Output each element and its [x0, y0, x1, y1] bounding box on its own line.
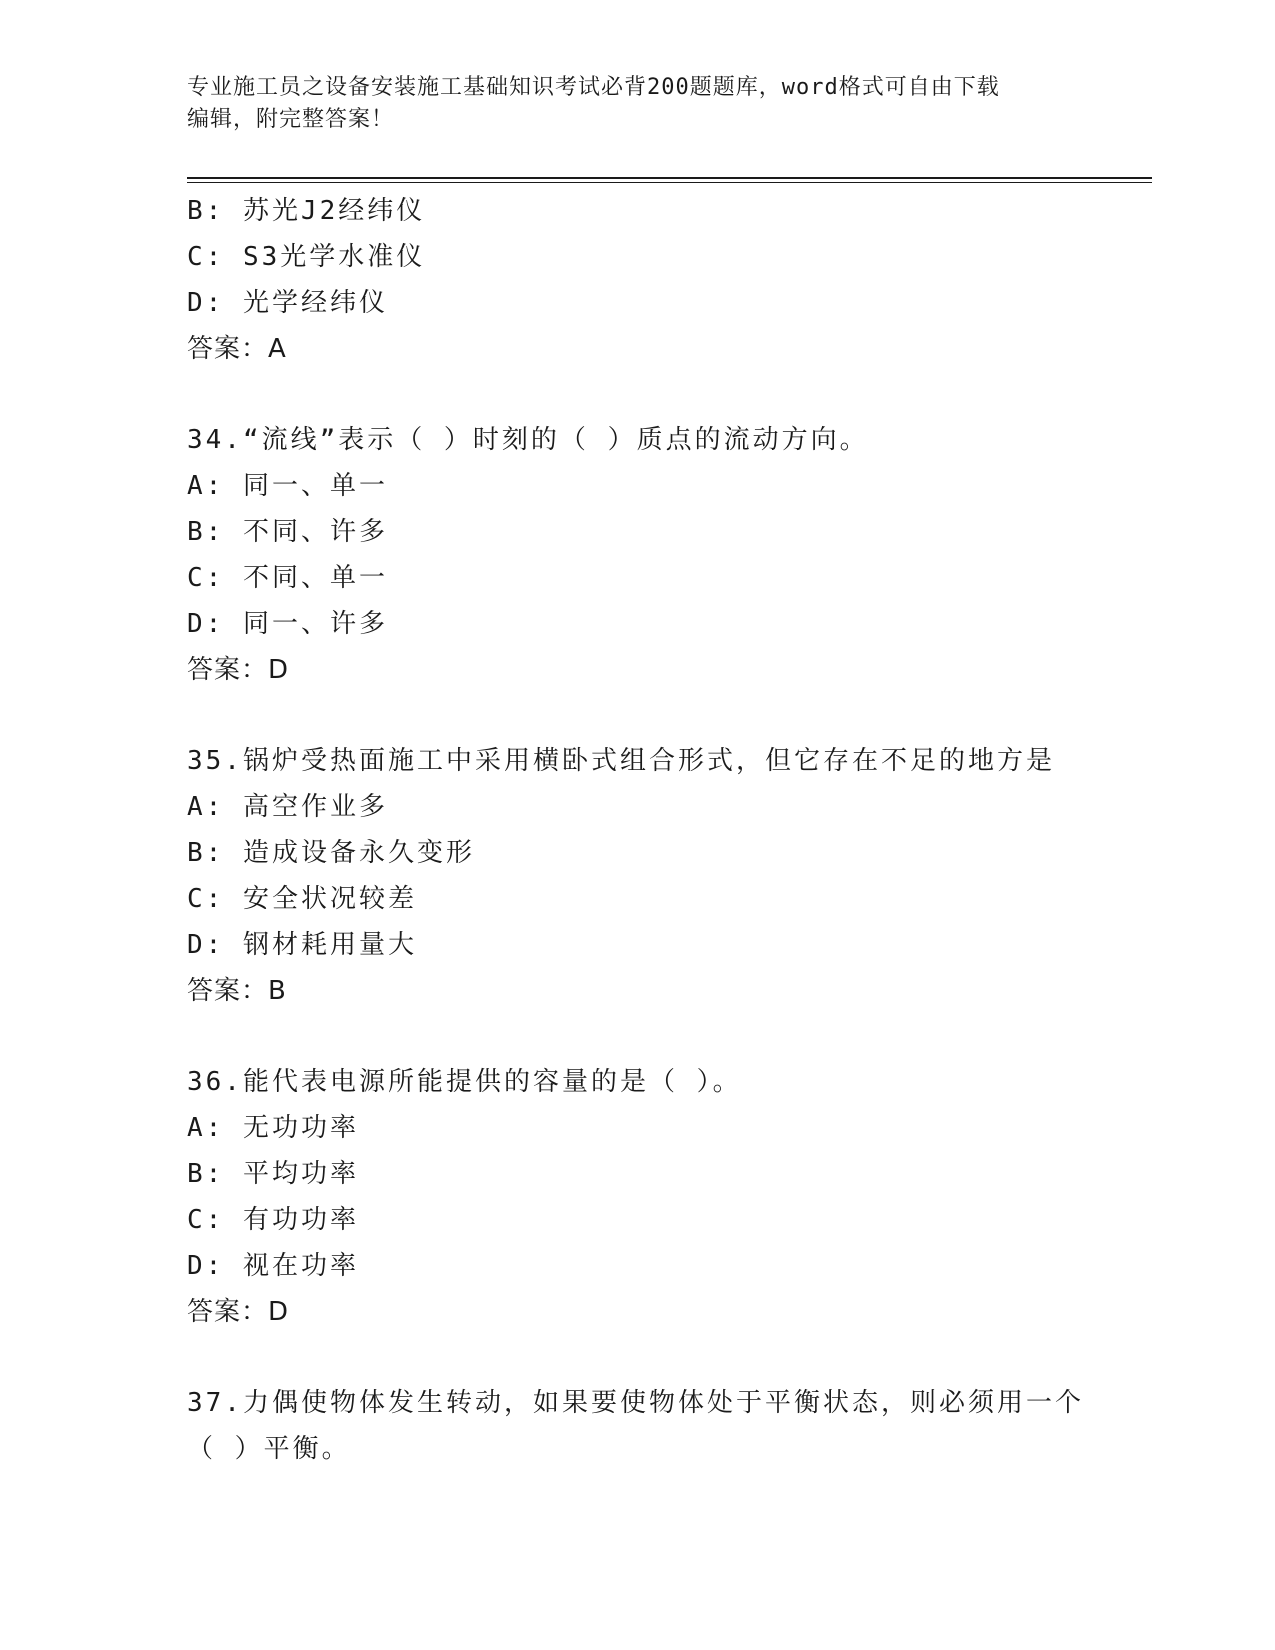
- answer-line: 答案：D: [187, 655, 290, 685]
- header-divider-thick: [187, 177, 1152, 179]
- header-divider-thin: [187, 182, 1152, 183]
- question-text-line-1: 37.力偶使物体发生转动，如果要使物体处于平衡状态，则必须用一个: [187, 1388, 1084, 1418]
- question-37: [187, 1380, 1087, 1472]
- option-d: D: 钢材耗用量大: [187, 930, 417, 960]
- option-b: B: 苏光J2经纬仪: [187, 196, 426, 226]
- question-content: [187, 188, 1087, 1472]
- header-title-line-2: 编辑，附完整答案！: [187, 107, 395, 132]
- option-c: C: 不同、单一: [187, 563, 388, 593]
- question-text: 35.锅炉受热面施工中采用横卧式组合形式，但它存在不足的地方是: [187, 746, 1055, 776]
- question-36: [187, 1059, 1087, 1335]
- option-c: C: 有功功率: [187, 1205, 359, 1235]
- option-a: A: 同一、单一: [187, 471, 388, 501]
- question-text: 34.“流线”表示（ ）时刻的（ ）质点的流动方向。: [187, 425, 869, 455]
- option-a: A: 高空作业多: [187, 792, 388, 822]
- option-c: C: S3光学水准仪: [187, 242, 426, 272]
- option-d: D: 光学经纬仪: [187, 288, 388, 318]
- option-d: D: 视在功率: [187, 1251, 359, 1281]
- option-d: D: 同一、许多: [187, 609, 388, 639]
- option-c: C: 安全状况较差: [187, 884, 417, 914]
- question-text-line-2: （ ）平衡。: [187, 1434, 351, 1464]
- answer-line: 答案：A: [187, 334, 287, 364]
- question-text: 36.能代表电源所能提供的容量的是（ ）。: [187, 1067, 742, 1097]
- option-b: B: 造成设备永久变形: [187, 838, 475, 868]
- question-35: [187, 738, 1087, 1014]
- question-33-tail: [187, 188, 1087, 372]
- option-a: A: 无功功率: [187, 1113, 359, 1143]
- question-34: [187, 417, 1087, 693]
- answer-line: 答案：B: [187, 976, 287, 1006]
- option-b: B: 平均功率: [187, 1159, 359, 1189]
- answer-line: 答案：D: [187, 1297, 290, 1327]
- document-header: [187, 72, 1087, 136]
- header-title-line-1: 专业施工员之设备安装施工基础知识考试必背200题题库，word格式可自由下载: [187, 75, 1000, 100]
- option-b: B: 不同、许多: [187, 517, 388, 547]
